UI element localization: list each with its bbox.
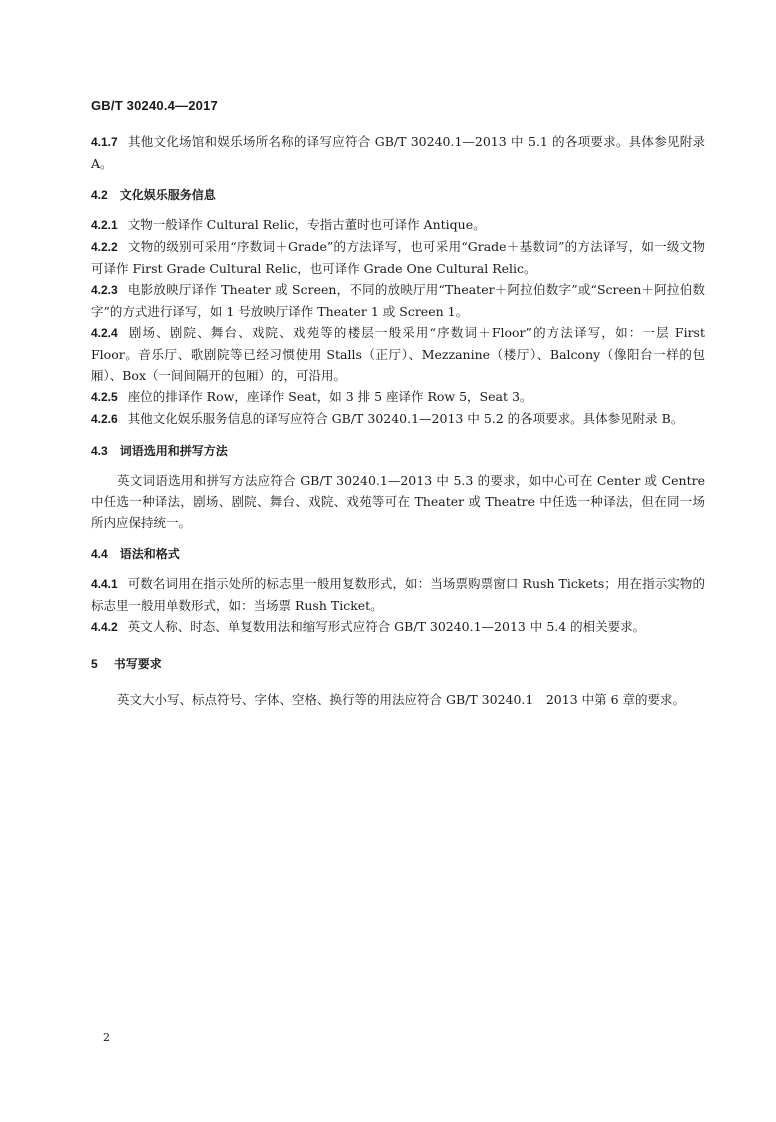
clause-text: 可数名词用在指示处所的标志里一般用复数形式，如：当场票购票窗口 Rush Tickets；用在指示实物的标志里一般用单数形式，如：当场票 Rush Ticket。 — [91, 576, 705, 613]
section-heading-4-2 — [91, 185, 705, 206]
section-number: 4.3 — [91, 444, 108, 458]
section-number: 4.2 — [91, 188, 108, 202]
clause-4-2-2 — [91, 236, 705, 279]
section-number: 5 — [91, 657, 98, 671]
clause-text: 其他文化娱乐服务信息的译写应符合 GB/T 30240.1—2013 中 5.2 的各项要求。具体参见附录 B。 — [127, 411, 684, 426]
clause-number: 4.2.2 — [91, 240, 118, 254]
section-title: 词语选用和拼写方法 — [119, 444, 228, 458]
clause-4-4-1 — [91, 573, 705, 616]
section-5-body: 英文大小写、标点符号、字体、空格、换行等的用法应符合 GB/T 30240.1 2013 中第 6 章的要求。 — [117, 692, 686, 707]
section-heading-5 — [91, 654, 705, 675]
clause-4-4-2 — [91, 616, 705, 638]
clause-number: 4.2.5 — [91, 390, 118, 404]
clause-number: 4.2.3 — [91, 283, 118, 297]
section-heading-4-3 — [91, 441, 705, 462]
clause-number: 4.4.2 — [91, 620, 118, 634]
clause-4-2-4 — [91, 322, 705, 386]
section-number: 4.4 — [91, 547, 108, 561]
clause-text: 其他文化场馆和娱乐场所名称的译写应符合 GB/T 30240.1—2013 中 5.1 的各项要求。具体参见附录 A。 — [91, 134, 705, 171]
clause-number: 4.2.6 — [91, 412, 118, 426]
section-4-3-body: 英文词语选用和拼写方法应符合 GB/T 30240.1—2013 中 5.3 的要求，如中心可在 Center 或 Centre 中任选一种译法，剧场、剧院、舞台、戏院、戏苑等可在 Theater 或 Theatre 中任选一种译法，但在同一场所内应保持统一。 — [91, 473, 705, 530]
clause-number: 4.4.1 — [91, 577, 118, 591]
clause-4-2-1 — [91, 214, 705, 236]
clause-text: 文物一般译作 Cultural Relic，专指古董时也可译作 Antique。 — [127, 217, 486, 232]
clause-text: 电影放映厅译作 Theater 或 Screen，不同的放映厅用“Theater＋阿拉伯数字”或“Screen＋阿拉伯数字”的方式进行译写，如 1 号放映厅译作 Theater 1 或 Screen 1。 — [91, 282, 705, 319]
clause-4-2-6 — [91, 408, 705, 430]
clause-number: 4.2.4 — [91, 326, 118, 340]
clause-text: 剧场、剧院、舞台、戏院、戏苑等的楼层一般采用“序数词＋Floor”的方法译写，如：一层 First Floor。音乐厅、歌剧院等已经习惯使用 Stalls（正厅）、Mezzanine（楼厅）、Balcony（像阳台一样的包厢）、Box（一间间隔开的包厢）的，可沿用。 — [91, 325, 705, 383]
document-body — [91, 131, 705, 710]
clause-number: 4.1.7 — [91, 135, 118, 149]
section-title: 语法和格式 — [119, 547, 180, 561]
clause-4-1-7 — [91, 131, 705, 174]
clause-4-2-5 — [91, 386, 705, 408]
section-heading-4-4 — [91, 544, 705, 565]
section-title: 文化娱乐服务信息 — [119, 188, 216, 202]
clause-text: 英文人称、时态、单复数用法和缩写形式应符合 GB/T 30240.1—2013 中 5.4 的相关要求。 — [127, 619, 646, 634]
standard-code: GB/T 30240.4—2017 — [91, 98, 218, 113]
page-number: 2 — [103, 1031, 110, 1044]
clause-text: 文物的级别可采用“序数词＋Grade”的方法译写，也可采用“Grade＋基数词”的方法译写，如一级文物可译作 First Grade Cultural Relic，也可译作 Grade One Cultural Relic。 — [91, 239, 705, 276]
clause-text: 座位的排译作 Row，座译作 Seat，如 3 排 5 座译作 Row 5，Seat 3。 — [127, 389, 533, 404]
section-title: 书写要求 — [113, 657, 162, 671]
clause-number: 4.2.1 — [91, 218, 118, 232]
clause-4-2-3 — [91, 279, 705, 322]
